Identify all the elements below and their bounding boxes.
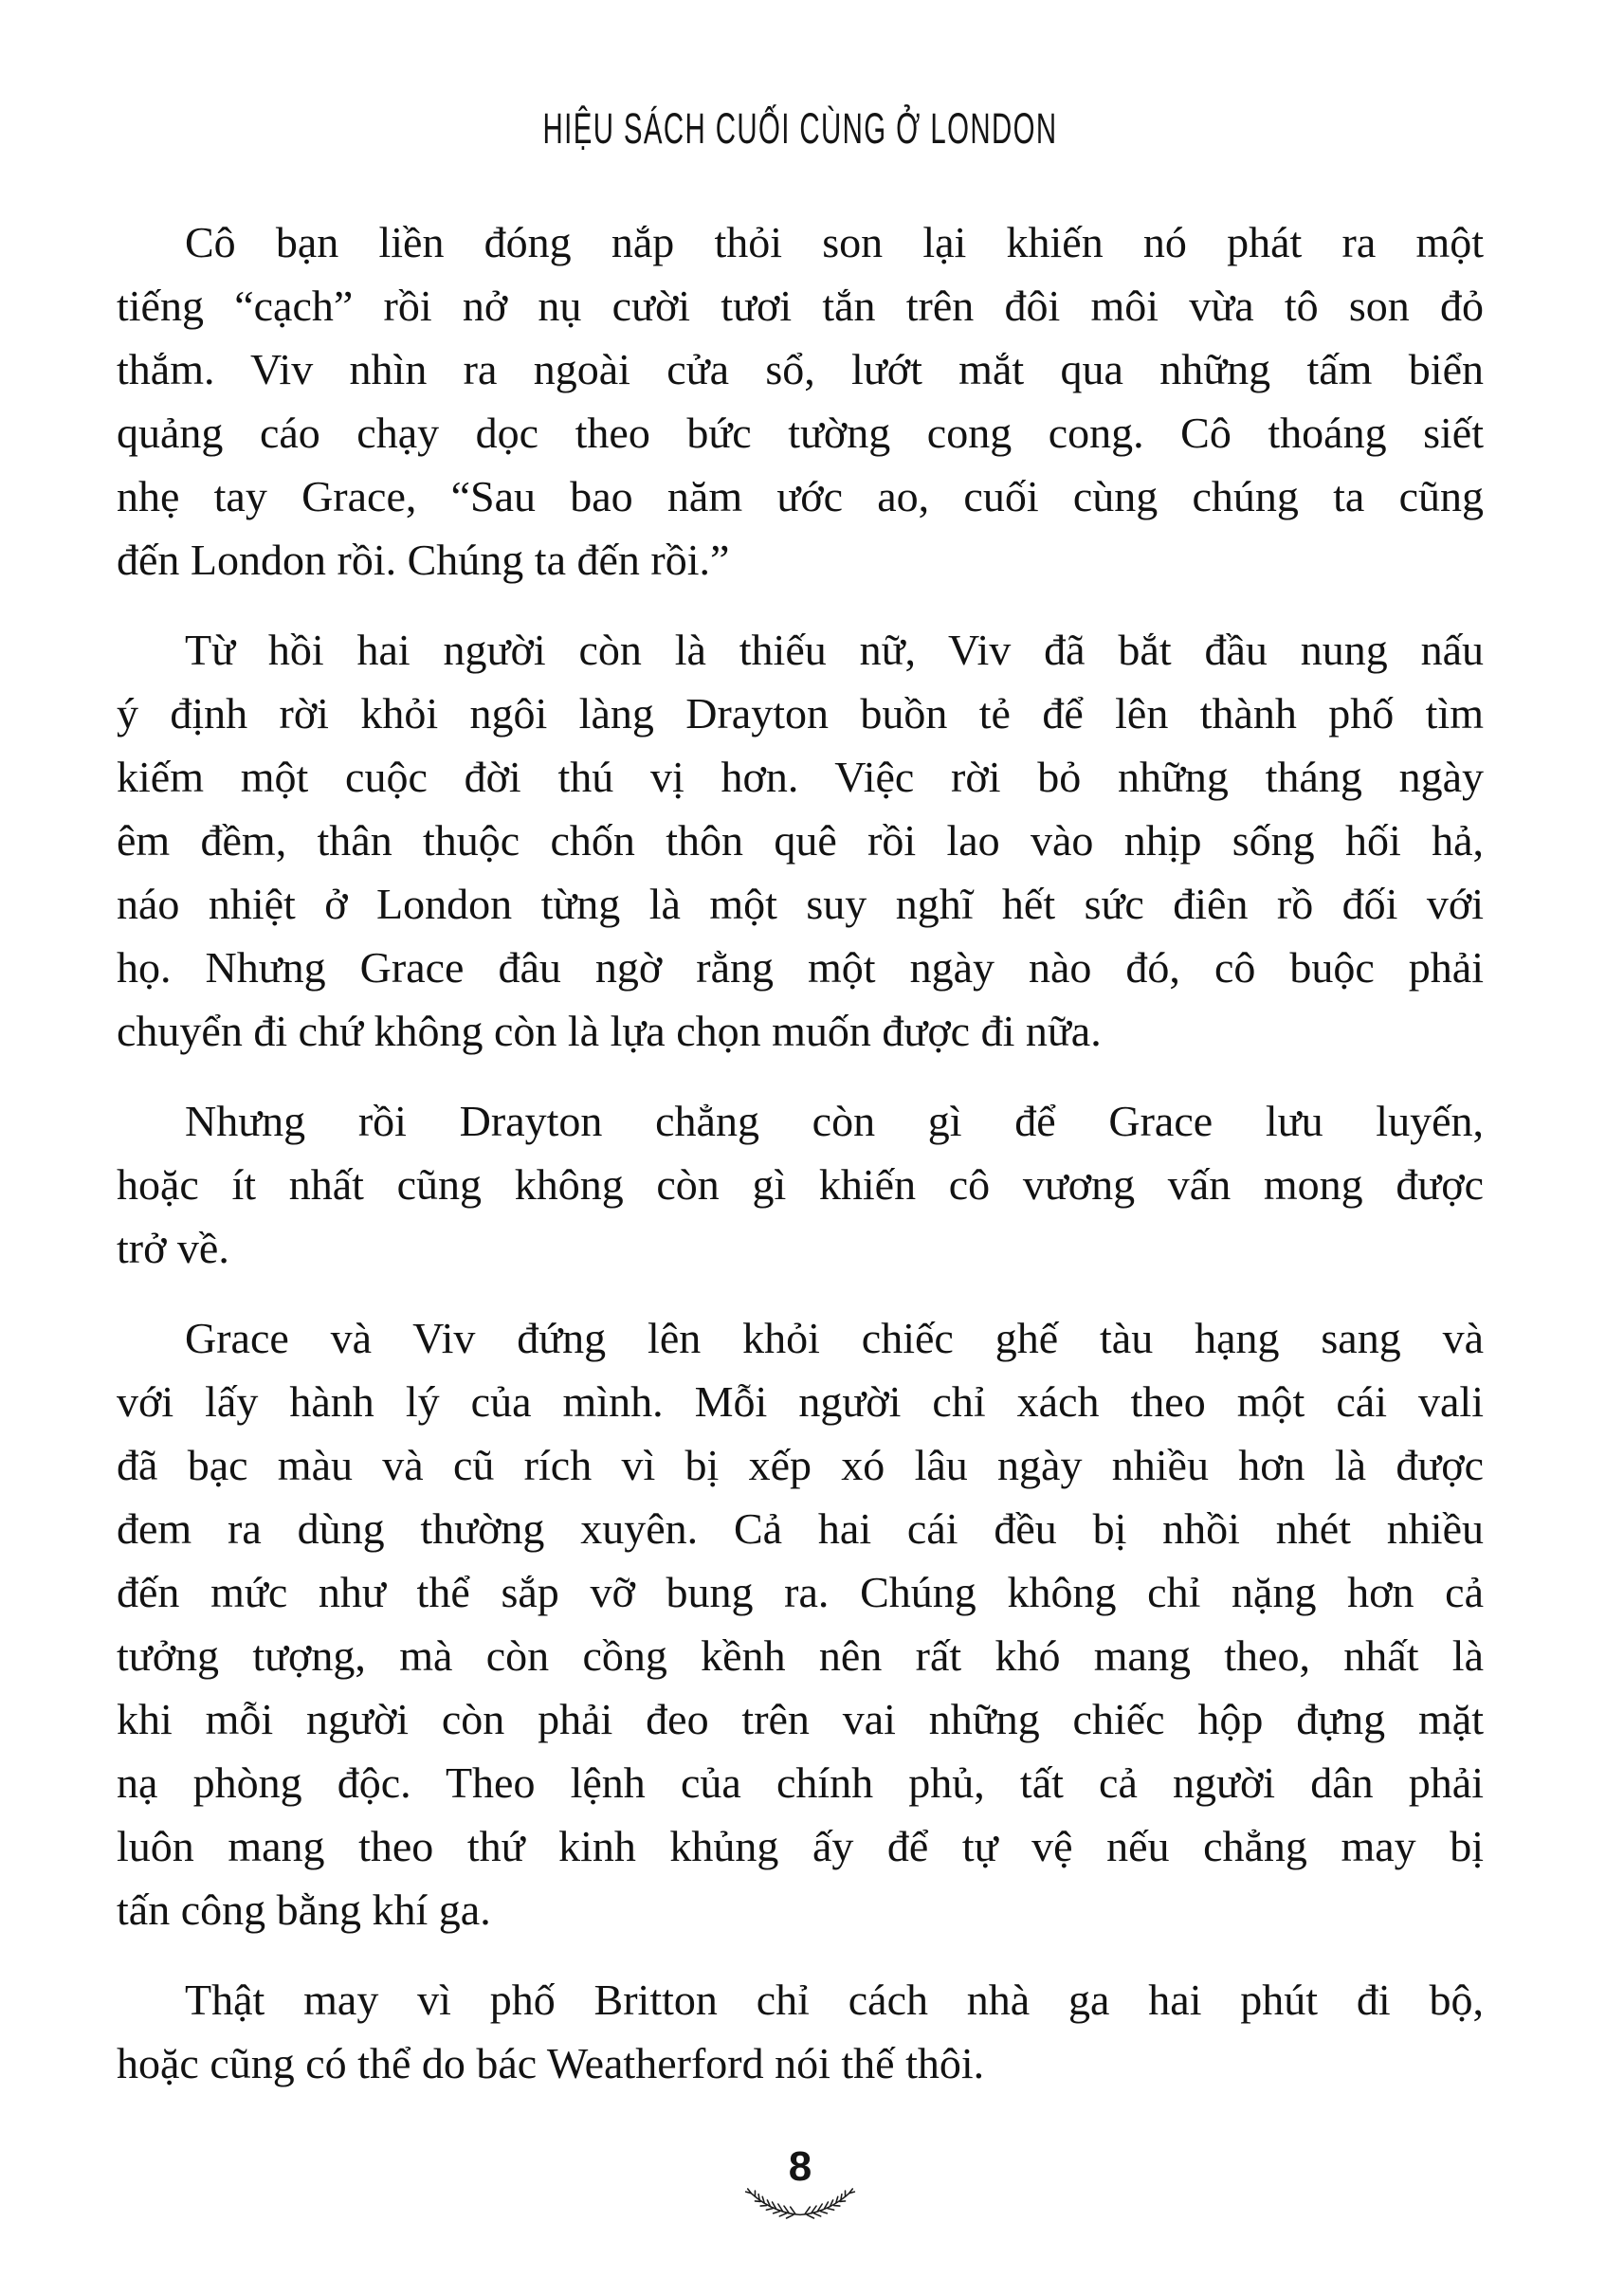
text-line: đến mức như thể sắp vỡ bung ra. Chúng không chỉ nặng hơn cả (117, 1568, 1484, 1616)
text-line: Nhưng rồi Drayton chẳng còn gì để Grace lưu luyến, (185, 1097, 1484, 1145)
text-line: với lấy hành lý của mình. Mỗi người chỉ xách theo một cái vali (117, 1377, 1484, 1426)
paragraph (117, 1089, 1484, 1280)
text-line: đã bạc màu và cũ rích vì bị xếp xó lâu ngày nhiều hơn là được (117, 1441, 1484, 1489)
page-footer (117, 2143, 1484, 2221)
text-line: hoặc ít nhất cũng không còn gì khiến cô vương vấn mong được (117, 1160, 1484, 1209)
paragraph (117, 1968, 1484, 2095)
text-line: Từ hồi hai người còn là thiếu nữ, Viv đã bắt đầu nung nấu (185, 626, 1484, 674)
text-line: náo nhiệt ở London từng là một suy nghĩ hết sức điên rồ đối với (117, 880, 1484, 928)
running-header: HIỆU SÁCH CUỐI CÙNG Ở LONDON (542, 104, 1058, 153)
text-line: chuyển đi chứ không còn là lựa chọn muốn được đi nữa. (117, 1007, 1102, 1055)
text-line: êm đềm, thân thuộc chốn thôn quê rồi lao vào nhịp sống hối hả, (117, 816, 1484, 865)
text-line: đem ra dùng thường xuyên. Cả hai cái đều bị nhồi nhét nhiều (117, 1504, 1484, 1553)
text-line: trở về. (117, 1224, 229, 1272)
text-line: hoặc cũng có thể do bác Weatherford nói thế thôi. (117, 2039, 985, 2087)
text-line: khi mỗi người còn phải đeo trên vai những chiếc hộp đựng mặt (117, 1695, 1484, 1743)
laurel-ornament-icon (117, 2186, 1484, 2221)
paragraph (117, 618, 1484, 1063)
text-line: Thật may vì phố Britton chỉ cách nhà ga hai phút đi bộ, (185, 1976, 1484, 2024)
paragraph (117, 1306, 1484, 1941)
text-line: ý định rời khỏi ngôi làng Drayton buồn tẻ để lên thành phố tìm (117, 689, 1484, 738)
text-line: nạ phòng độc. Theo lệnh của chính phủ, tất cả người dân phải (117, 1758, 1484, 1807)
text-line: luôn mang theo thứ kinh khủng ấy để tự vệ nếu chẳng may bị (117, 1822, 1484, 1870)
text-line: kiếm một cuộc đời thú vị hơn. Việc rời bỏ những tháng ngày (117, 753, 1484, 801)
text-line: Cô bạn liền đóng nắp thỏi son lại khiến nó phát ra một (185, 218, 1484, 266)
text-line: quảng cáo chạy dọc theo bức tường cong cong. Cô thoáng siết (117, 409, 1484, 457)
text-line: Grace và Viv đứng lên khỏi chiếc ghế tàu hạng sang và (185, 1314, 1484, 1362)
text-line: đến London rồi. Chúng ta đến rồi.” (117, 536, 730, 584)
text-line: nhẹ tay Grace, “Sau bao năm ước ao, cuối cùng chúng ta cũng (117, 472, 1484, 520)
text-line: tiếng “cạch” rồi nở nụ cười tươi tắn trên đôi môi vừa tô son đỏ (117, 282, 1484, 330)
text-line: thắm. Viv nhìn ra ngoài cửa sổ, lướt mắt qua những tấm biển (117, 345, 1484, 393)
text-line: tấn công bằng khí ga. (117, 1885, 491, 1934)
body-text (117, 210, 1484, 2095)
paragraph (117, 210, 1484, 592)
text-line: họ. Nhưng Grace đâu ngờ rằng một ngày nào đó, cô buộc phải (117, 943, 1484, 992)
page-number: 8 (788, 2143, 812, 2190)
text-line: tưởng tượng, mà còn cồng kềnh nên rất khó mang theo, nhất là (117, 1631, 1484, 1680)
